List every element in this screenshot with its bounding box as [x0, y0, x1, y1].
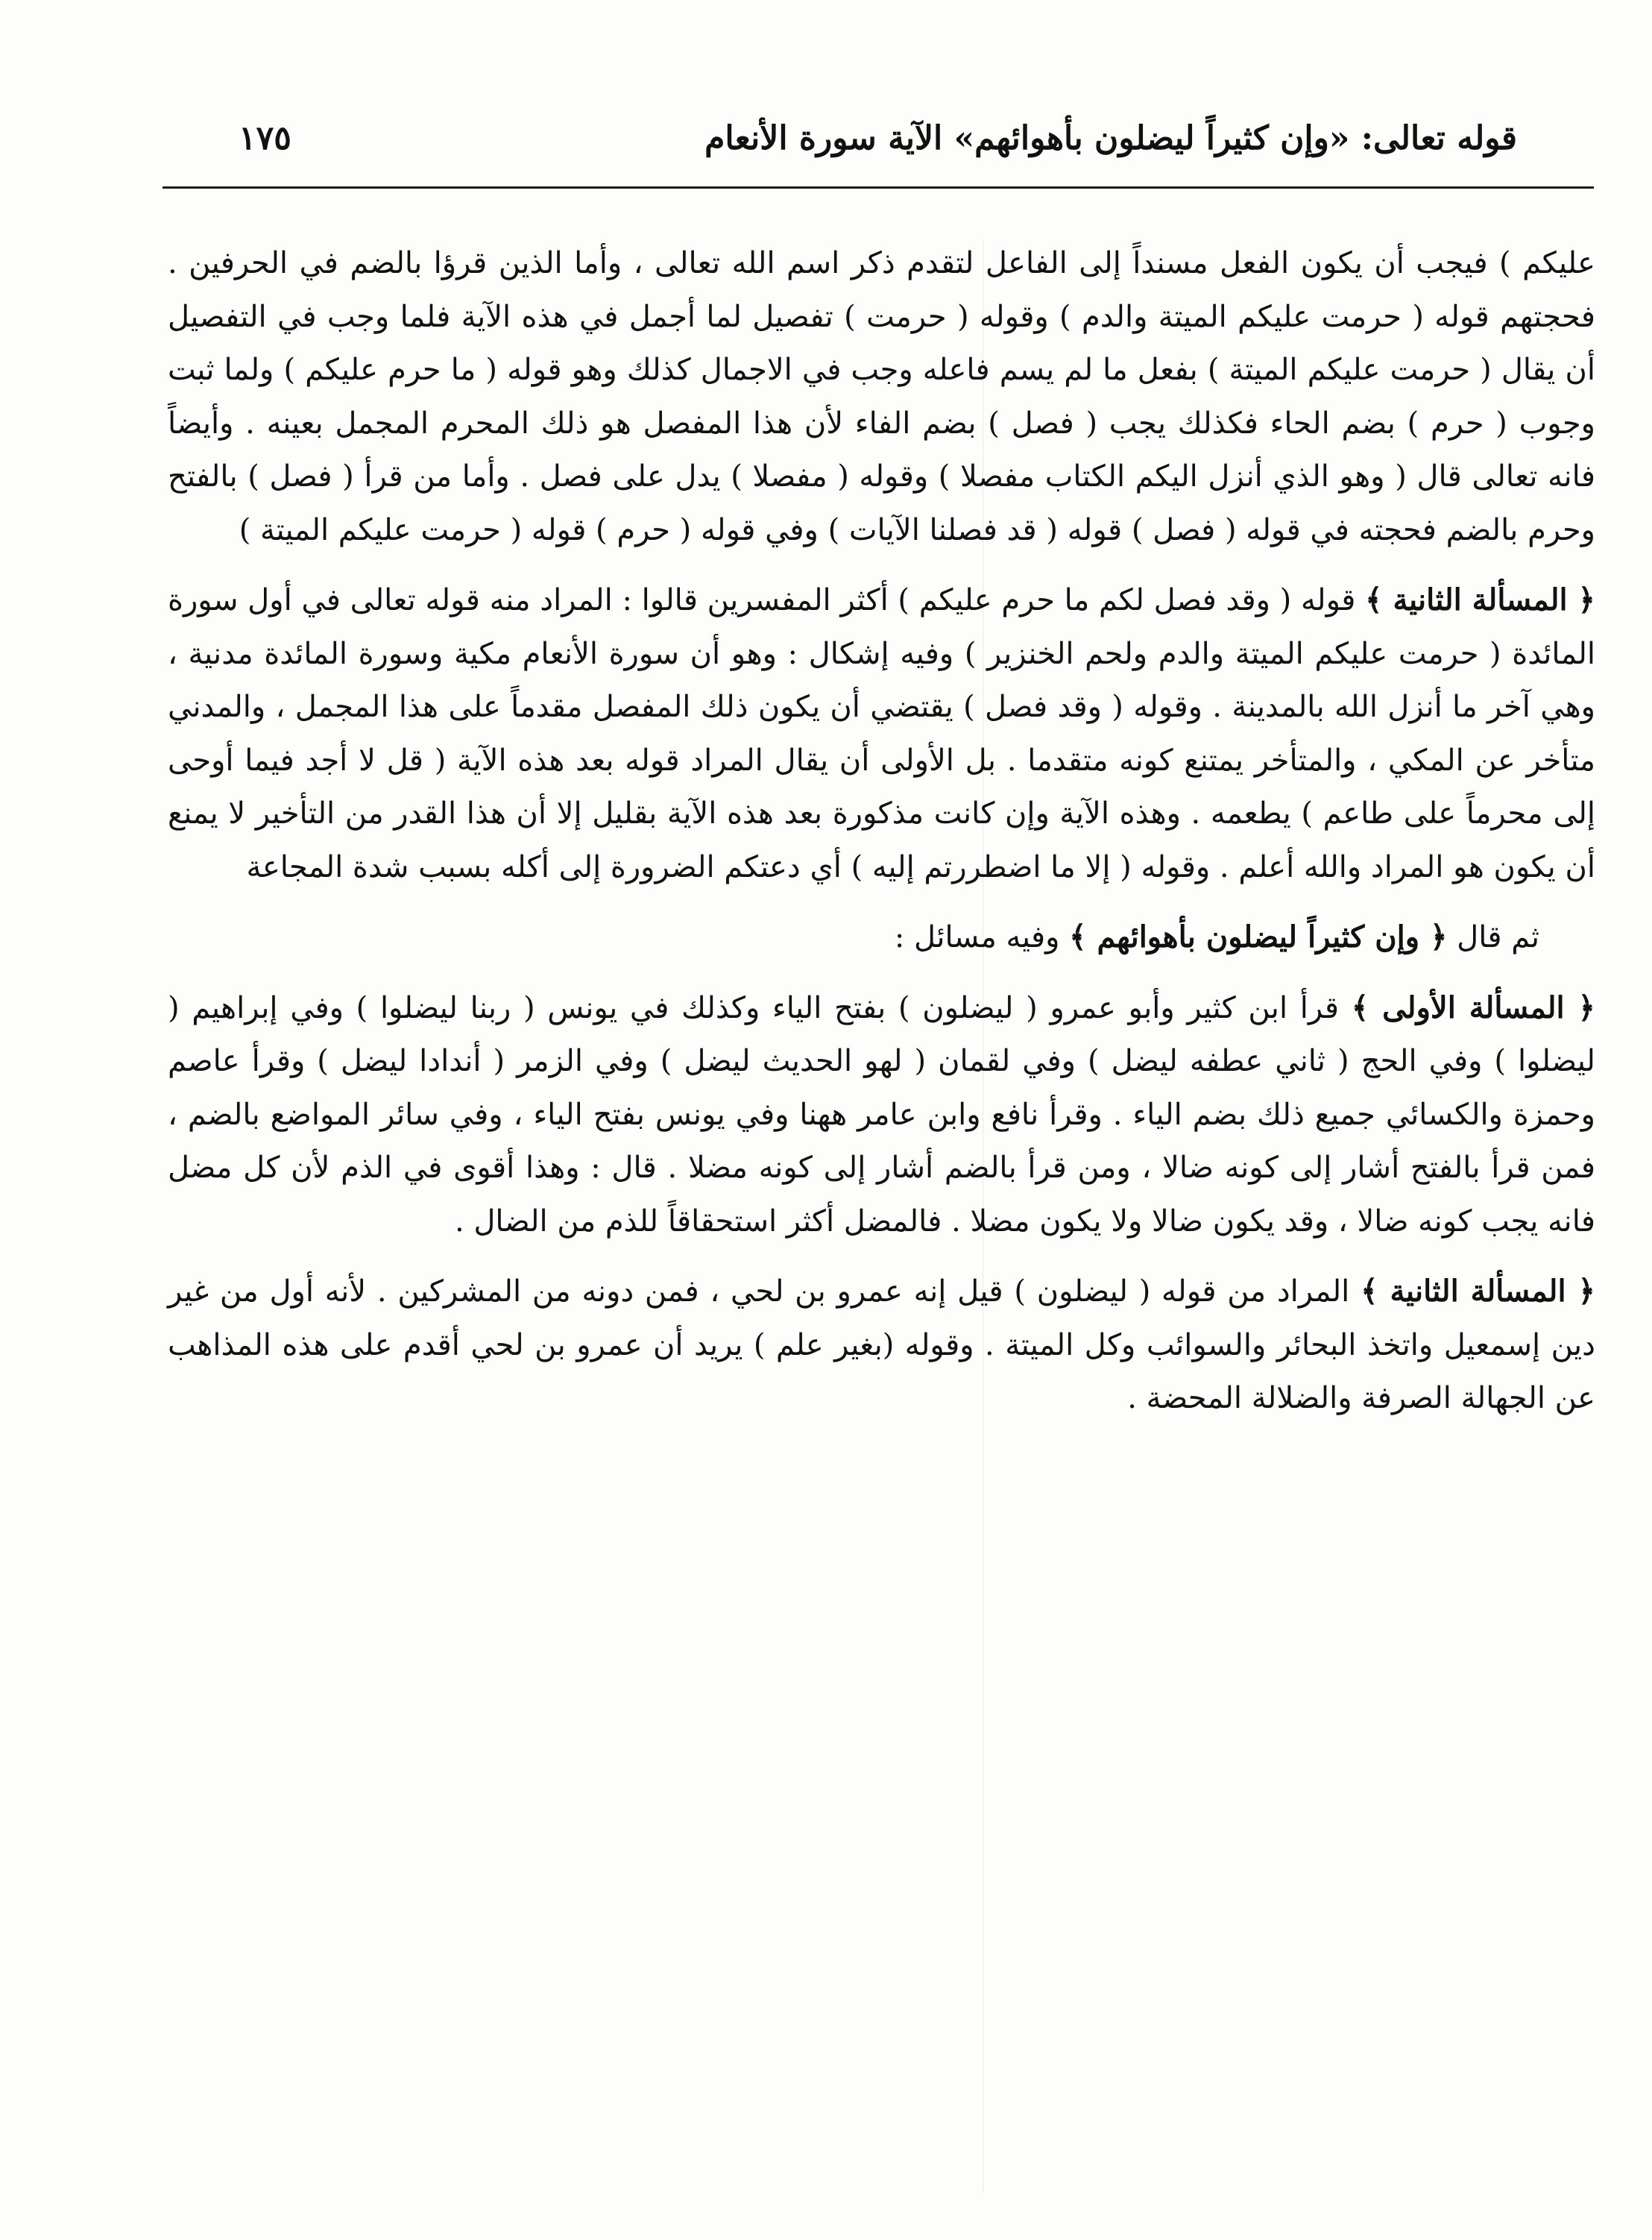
- verse-intro-before: ثم قال: [1457, 920, 1539, 954]
- masala-label: ﴿ المسألة الثانية ﴾: [1361, 1274, 1595, 1309]
- quran-verse: ﴿ وإن كثيراً ليضلون بأهوائهم ﴾: [1069, 919, 1448, 954]
- running-head: [164, 112, 1592, 179]
- paragraph-masala-thaniya-1: [168, 573, 1595, 894]
- paragraph-text: قوله ( وقد فصل لكم ما حرم عليكم ) أكثر المفسرين قالوا : المراد منه قوله تعالى في أول سورة المائدة ( حرمت عليكم الميتة والدم ولحم الخنزير ) وفيه إشكال : وهو أن سورة الأنعام مكية وسورة المائدة مدنية ، وهي آخر ما أنزل الله بالمدينة . وقوله ( وقد فصل ) يقتضي أن يكون ذلك المفصل مقدماً على هذا المجمل ، والمدني متأخر عن المكي ، والمتأخر يمتنع كونه متقدما . بل الأولى أن يقال المراد قوله بعد هذه الآية ( قل لا أجد فيما أوحى إلى محرماً على طاعم ) يطعمه . وهذه الآية وإن كانت مذكورة بعد هذه الآية بقليل إلا أن هذا القدر من التأخير لا يمنع أن يكون هو المراد والله أعلم . وقوله ( إلا ما اضطررتم إليه ) أي دعتكم الضرورة إلى أكله بسبب شدة المجاعة: [168, 583, 1595, 884]
- header-rule: [163, 186, 1594, 189]
- running-head-title: قوله تعالى: «وإن كثيراً ليضلون بأهوائهم» الآية سورة الأنعام: [704, 119, 1517, 157]
- paragraph-verse-intro: [168, 910, 1595, 965]
- masala-label: ﴿ المسألة الأولى ﴾: [1351, 990, 1595, 1025]
- paragraph-continuation: [168, 237, 1595, 557]
- page-number: ١٧٥: [239, 119, 291, 157]
- masala-label: ﴿ المسألة الثانية ﴾: [1365, 582, 1595, 617]
- paragraph-text: قرأ ابن كثير وأبو عمرو ( ليضلون ) بفتح الياء وكذلك في يونس ( ربنا ليضلوا ) وفي إبراهيم ( ليضلوا ) وفي الحج ( ثاني عطفه ليضل ) وفي لقمان ( لهو الحديث ليضل ) وفي الزمر ( أندادا ليضل ) وقرأ عاصم وحمزة والكسائي جميع ذلك بضم الياء . وقرأ نافع وابن عامر ههنا وفي يونس بفتح الياء ، وفي سائر المواضع بالضم ، فمن قرأ بالفتح أشار إلى كونه ضالا ، ومن قرأ بالضم أشار إلى كونه مضلا . قال : وهذا أقوى في الذم لأن كل مضل فانه يجب كونه ضالا ، وقد يكون ضالا ولا يكون مضلا . فالمضل أكثر استحقاقاً للذم من الضال .: [168, 990, 1595, 1239]
- verse-intro-after: وفيه مسائل :: [894, 920, 1060, 954]
- paragraph-text: المراد من قوله ( ليضلون ) قيل إنه عمرو بن لحي ، فمن دونه من المشركين . لأنه أول من غير دين إسمعيل واتخذ البحائر والسوائب وكل الميتة . وقوله (بغير علم ) يريد أن عمرو بن لحي أقدم على هذه المذاهب عن الجهالة الصرفة والضلالة المحضة .: [168, 1274, 1595, 1415]
- paragraph-masala-oula: [168, 981, 1595, 1249]
- paragraph-text: عليكم ) فيجب أن يكون الفعل مسنداً إلى الفاعل لتقدم ذكر اسم الله تعالى ، وأما الذين قرؤا بالضم في الحرفين . فحجتهم قوله ( حرمت عليكم الميتة والدم ) وقوله ( حرمت ) تفصيل لما أجمل في هذه الآية فلما وجب في التفصيل أن يقال ( حرمت عليكم الميتة ) بفعل ما لم يسم فاعله وجب في الاجمال كذلك وهو قوله ( ما حرم عليكم ) ولما ثبت وجوب ( حرم ) بضم الحاء فكذلك يجب ( فصل ) بضم الفاء لأن هذا المفصل هو ذلك المحرم المجمل بعينه . وأيضاً فانه تعالى قال ( وهو الذي أنزل اليكم الكتاب مفصلا ) وقوله ( مفصلا ) يدل على فصل . وأما من قرأ ( فصل ) بالفتح وحرم بالضم فحجته في قوله ( فصل ) قوله ( قد فصلنا الآيات ) وفي قوله ( حرم ) قوله ( حرمت عليكم الميتة ): [168, 246, 1595, 547]
- body-text: [168, 237, 1595, 1426]
- paragraph-masala-thaniya-2: [168, 1265, 1595, 1426]
